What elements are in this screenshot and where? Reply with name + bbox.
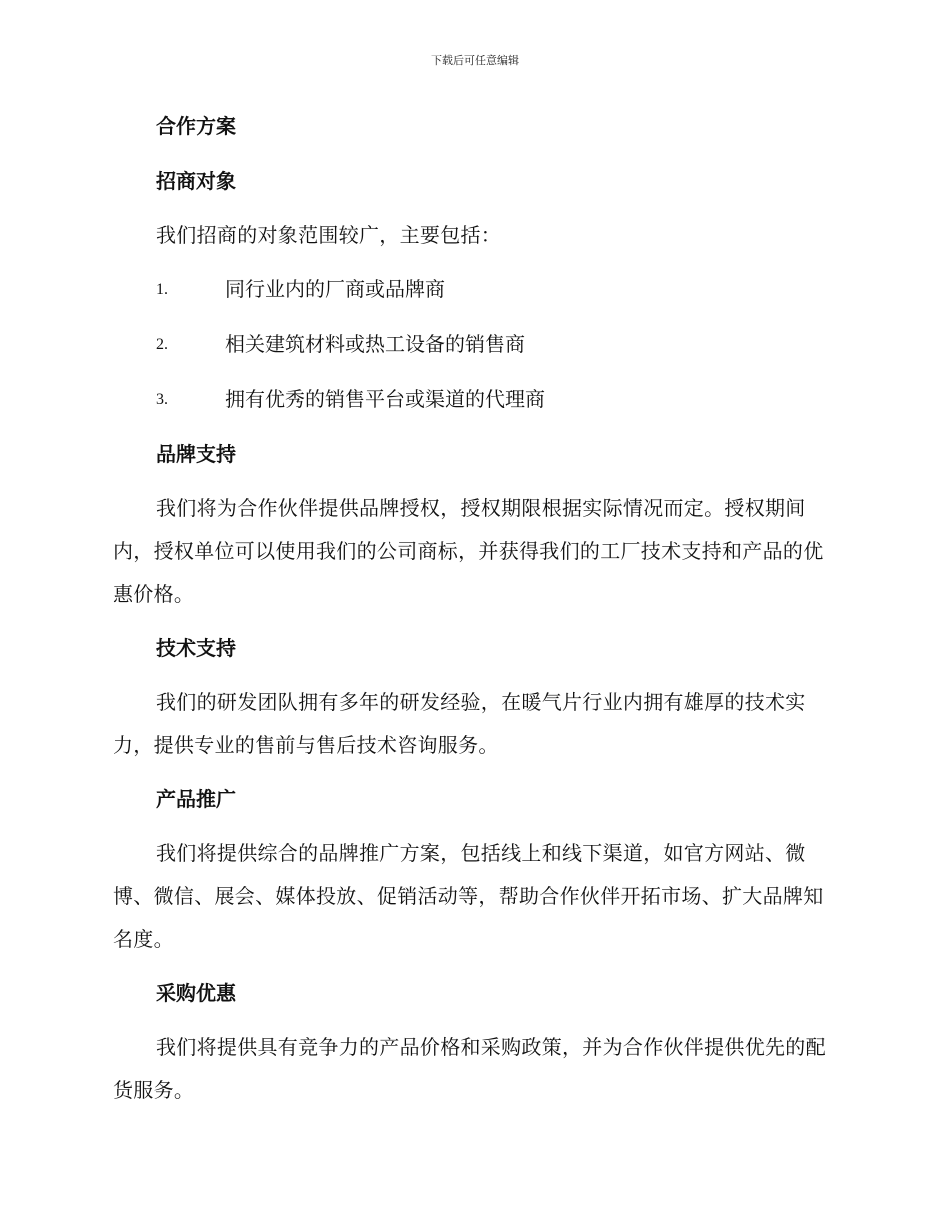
page-header-note: 下载后可任意编辑 [431,54,519,67]
list-item [113,377,831,422]
list-item-number: 2. [156,336,168,353]
brand-support-heading: 品牌支持 [156,442,236,466]
document-title: 合作方案 [156,114,236,138]
promotion-paragraph: 我们将提供综合的品牌推广方案，包括线上和线下渠道，如官方网站、微博、微信、展会、媒体投放、促销活动等，帮助合作伙伴开拓市场、扩大品牌知名度。 [113,841,824,951]
list-item-text: 拥有优秀的销售平台或渠道的代理商 [225,387,545,411]
recruit-intro: 我们招商的对象范围较广，主要包括： [156,223,502,247]
list-item-number: 3. [156,391,168,408]
tech-support-heading: 技术支持 [156,636,236,660]
list-item-text: 相关建筑材料或热工设备的销售商 [225,332,525,356]
list-item [113,267,831,312]
recruit-heading: 招商对象 [156,169,236,193]
tech-support-paragraph: 我们的研发团队拥有多年的研发经验，在暖气片行业内拥有雄厚的技术实力，提供专业的售前与售后技术咨询服务。 [113,690,806,757]
document-body [113,104,831,1122]
purchase-discount-heading: 采购优惠 [156,981,236,1005]
list-item-number: 1. [156,281,168,298]
list-item-text: 同行业内的厂商或品牌商 [225,277,445,301]
promotion-heading: 产品推广 [156,787,236,811]
purchase-discount-paragraph: 我们将提供具有竞争力的产品价格和采购政策，并为合作伙伴提供优先的配货服务。 [113,1035,826,1102]
list-item [113,322,831,367]
brand-support-paragraph: 我们将为合作伙伴提供品牌授权，授权期限根据实际情况而定。授权期间内，授权单位可以使用我们的公司商标，并获得我们的工厂技术支持和产品的优惠价格。 [113,496,824,606]
